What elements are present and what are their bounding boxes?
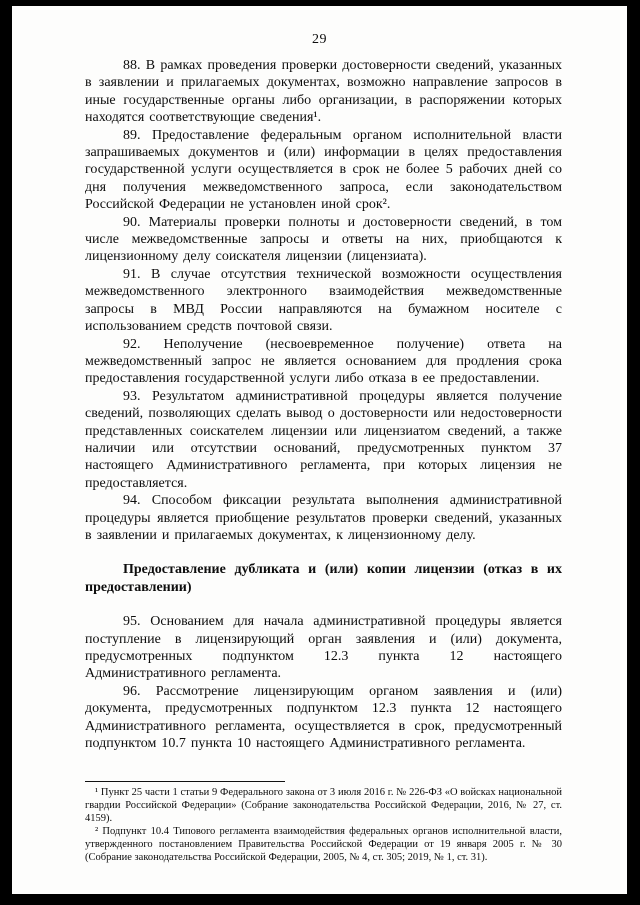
- paragraph-91: 91. В случае отсутствия технической возможности осуществления межведомственного электронного взаимодействия межведомственные запросы в МВД России направляются на бумажном носителе с использованием средств почтовой связи.: [85, 266, 562, 335]
- footnote-1: ¹ Пункт 25 части 1 статьи 9 Федерального закона от 3 июля 2016 г. № 226-ФЗ «О войсках национальной гвардии Российской Федерации» (Собрание законодательства Российской Федерации, 2016, № 27, ст. 4159).: [85, 787, 562, 824]
- page-number: 29: [312, 32, 327, 47]
- paragraph-92: 92. Неполучение (несвоевременное получение) ответа на межведомственный запрос не является основанием для продления срока предоставления государственной услуги либо отказа в ее предоставлении.: [85, 336, 562, 387]
- footnote-separator: [85, 781, 285, 782]
- paragraph-93: 93. Результатом административной процедуры является получение сведений, позволяющих сделать вывод о достоверности или недостоверности представленных соискателем лицензии или лицензиатом сведений, а также наличии или отсутствии оснований, предусмотренных пунктом 37 настоящего Административного регламента, при которых лицензия не предоставляется.: [85, 388, 562, 491]
- footnotes-section: [85, 781, 562, 864]
- paragraph-88: 88. В рамках проведения проверки достоверности сведений, указанных в заявлении и прилагаемых документах, возможно направление запросов в иные государственные органы либо организации, в распоряжении которых находятся соответствующие сведения¹.: [85, 58, 562, 126]
- document-body: [85, 57, 562, 752]
- footnote-2: ² Подпункт 10.4 Типового регламента взаимодействия федеральных органов исполнительной власти, утвержденного постановлением Правительства Российской Федерации от 19 января 2005 г. № 30 (Собрание законодательства Российской Федерации, 2005, № 4, ст. 305; 2019, № 1, ст. 31).: [85, 826, 562, 863]
- paragraph-94: 94. Способом фиксации результата выполнения административной процедуры является приобщение результатов проверки сведений, указанных в заявлении и прилагаемых документах, к лицензионному делу.: [85, 493, 562, 543]
- paragraph-89: 89. Предоставление федеральным органом исполнительной власти запрашиваемых документов и (или) информации в целях предоставления государственной услуги осуществляется в срок не более 5 рабочих дней со дня получения межведомственного запроса, если законодательством Российской Федерации не установлен иной срок².: [85, 127, 562, 213]
- section-heading: Предоставление дубликата и (или) копии лицензии (отказ в их предоставлении): [85, 562, 562, 595]
- paragraph-96: 96. Рассмотрение лицензирующим органом заявления и (или) документа, предусмотренных подпунктом 12.3 пункта 12 настоящего Административного регламента, осуществляется в срок, предусмотренный подпунктом 10.7 пункта 10 настоящего Административного регламента.: [85, 683, 562, 752]
- document-page: [12, 6, 627, 894]
- paragraph-95: 95. Основанием для начала административной процедуры является поступление в лицензирующий орган заявления и (или) документа, предусмотренных подпунктом 12.3 пункта 12 настоящего Административного регламента.: [85, 614, 562, 682]
- paragraph-90: 90. Материалы проверки полноты и достоверности сведений, в том числе межведомственные запросы и ответы на них, приобщаются к лицензионному делу соискателя лицензии (лицензиата).: [85, 214, 562, 265]
